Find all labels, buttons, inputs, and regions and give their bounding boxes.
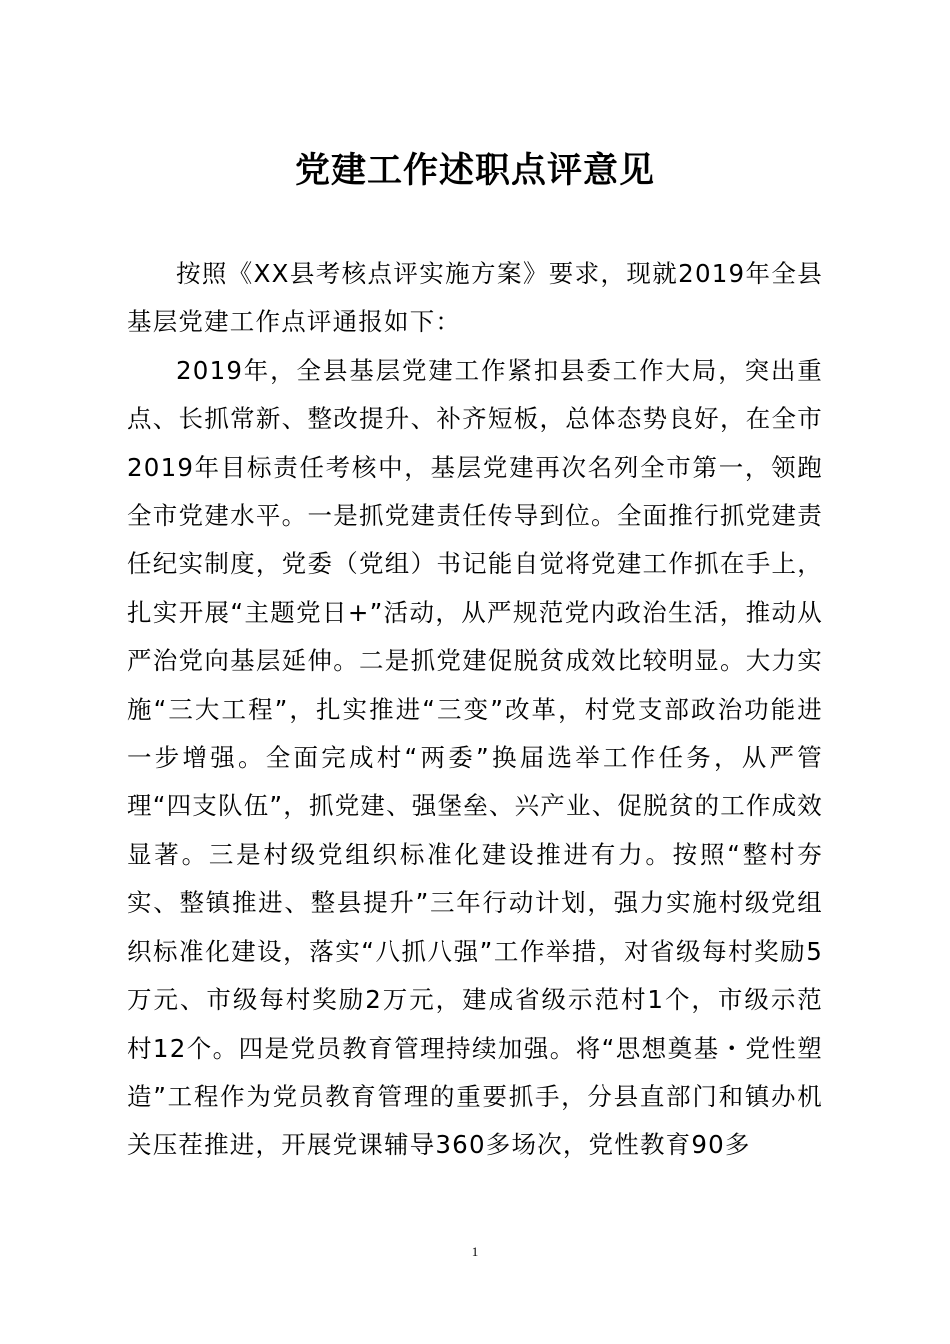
main-paragraph: 2019年，全县基层党建工作紧扣县委工作大局，突出重点、长抓常新、整改提升、补齐短板，总体态势良好，在全市2019年目标责任考核中，基层党建再次名列全市第一，领跑全市党建水平。一是抓党建责任传导到位。全面推行抓党建责任纪实制度，党委（党组）书记能自觉将党建工作抓在手上，扎实开展“主题党日+”活动，从严规范党内政治生活，推动从严治党向基层延伸。二是抓党建促脱贫成效比较明显。大力实施“三大工程”，扎实推进“三变”改革，村党支部政治功能进一步增强。全面完成村“两委”换届选举工作任务，从严管理“四支队伍”，抓党建、强堡垒、兴产业、促脱贫的工作成效显著。三是村级党组织标准化建设推进有力。按照“整村夯实、整镇推进、整县提升”三年行动计划，强力实施村级党组织标准化建设，落实“八抓八强”工作举措，对省级每村奖励5万元、市级每村奖励2万元，建成省级示范村1个，市级示范村12个。四是党员教育管理持续加强。将“思想奠基・党性塑造”工程作为党员教育管理的重要抓手，分县直部门和镇办机关压茬推进，开展党课辅导360多场次，党性教育90多 bbox=[127, 355, 823, 1160]
page-number: 1 bbox=[471, 1244, 479, 1259]
intro-paragraph: 按照《XX县考核点评实施方案》要求，现就2019年全县基层党建工作点评通报如下： bbox=[127, 259, 823, 337]
document-body bbox=[127, 250, 823, 1170]
document-title: 党建工作述职点评意见 bbox=[294, 150, 655, 191]
